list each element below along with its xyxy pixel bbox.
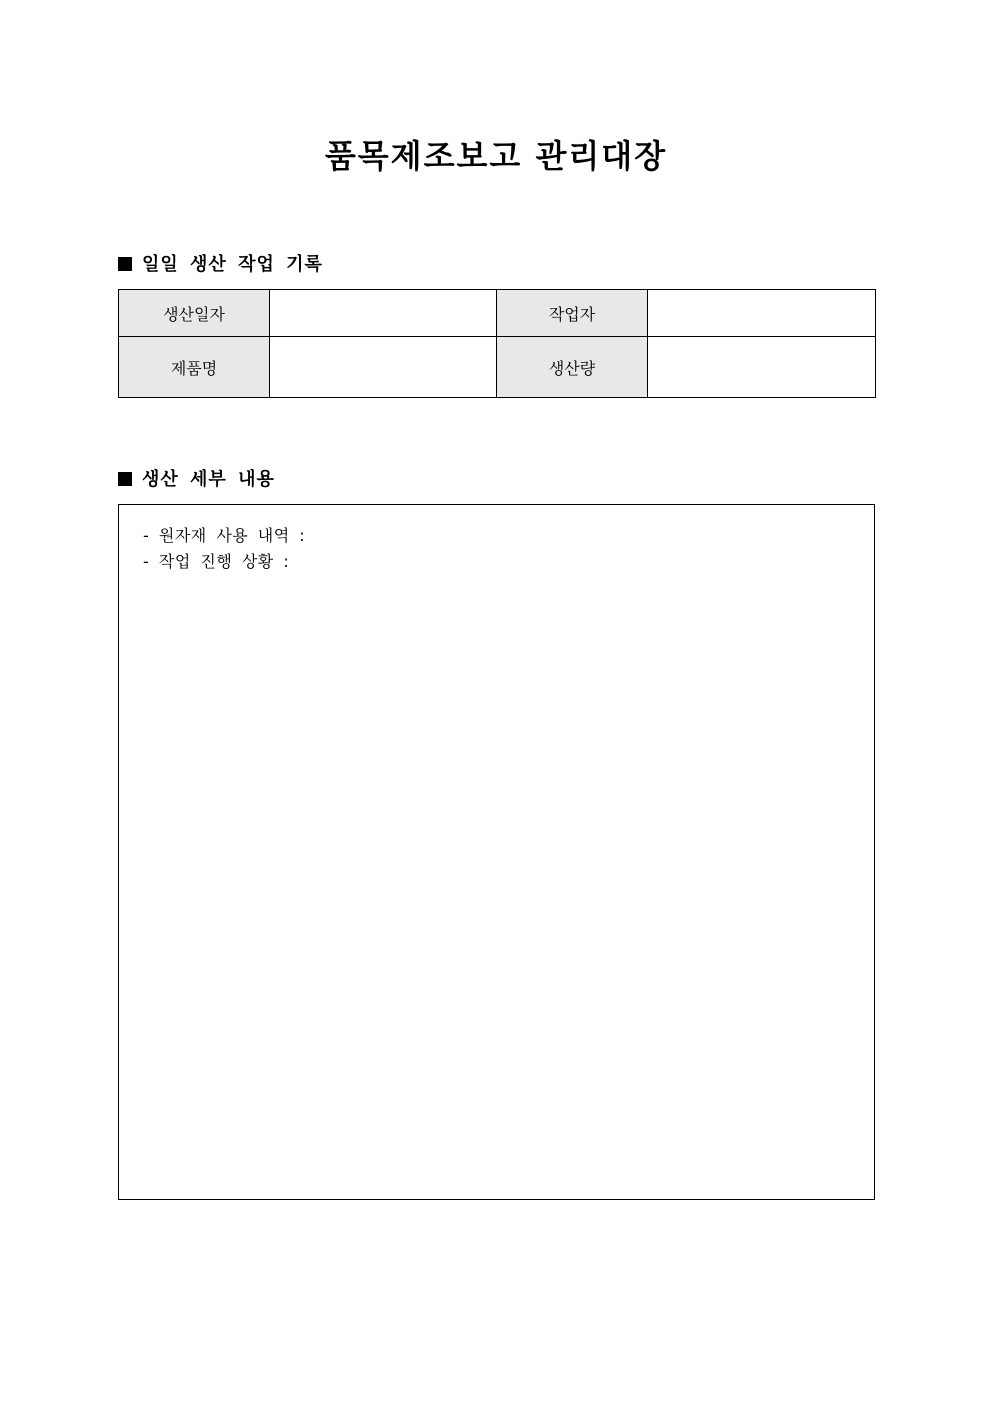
production-date-label: 생산일자 <box>119 290 270 337</box>
section-heading-production-details-text: 생산 세부 내용 <box>142 469 275 490</box>
production-quantity-label: 생산량 <box>497 337 648 398</box>
worker-label: 작업자 <box>497 290 648 337</box>
production-date-field[interactable] <box>270 290 497 337</box>
section-heading-daily-record <box>118 252 323 278</box>
square-bullet-icon <box>118 257 132 271</box>
production-quantity-field[interactable] <box>648 337 876 398</box>
product-name-label: 제품명 <box>119 337 270 398</box>
table-row <box>119 337 876 398</box>
table-row <box>119 290 876 337</box>
section-heading-daily-record-text: 일일 생산 작업 기록 <box>142 254 323 275</box>
worker-field[interactable] <box>648 290 876 337</box>
section-heading-production-details <box>118 467 275 493</box>
square-bullet-icon <box>118 472 132 486</box>
work-progress-line: - 작업 진행 상황 : <box>143 552 290 571</box>
raw-material-usage-line: - 원자재 사용 내역 : <box>143 526 306 545</box>
production-details-box[interactable] <box>118 504 875 1200</box>
daily-record-table <box>118 289 876 398</box>
product-name-field[interactable] <box>270 337 497 398</box>
page-title: 품목제조보고 관리대장 <box>324 137 668 175</box>
